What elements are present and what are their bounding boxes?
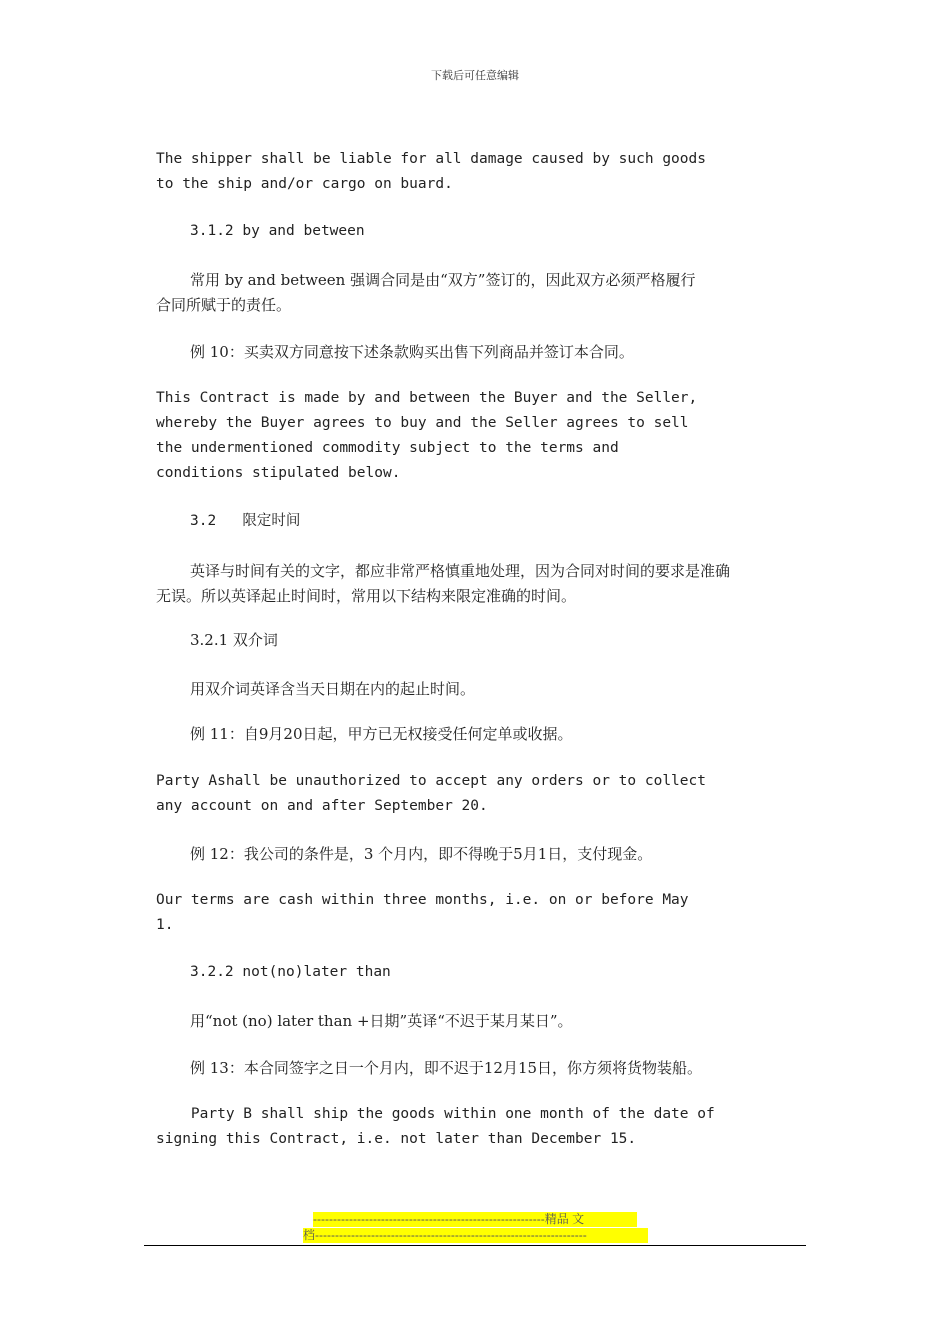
paragraph-not-later-than: 用“not (no) later than +日期”英译“不迟于某月某日”。	[190, 1012, 573, 1030]
example-13-chinese: 例 13：本合同签字之日一个月内，即不迟于12月15日，你方须将货物装船。	[190, 1059, 703, 1077]
example-11-chinese: 例 11：自9月20日起，甲方已无权接受任何定单或收据。	[190, 725, 573, 743]
example-10-english: This Contract is made by and between the Buyer and the Seller, whereby the Buyer agrees to buy and the Seller agrees to sell the undermentioned commodity subject to the terms and conditions stipulated below.	[156, 390, 698, 481]
footer-watermark-line2: 档--------------------------------------------------------------------	[303, 1228, 648, 1243]
page-header: 下载后可任意编辑	[431, 69, 519, 82]
paragraph-shipper-liability: The shipper shall be liable for all damage caused by such goods to the ship and/or cargo on buard.	[156, 151, 706, 192]
footer-rule	[144, 1245, 806, 1246]
paragraph-by-and-between: 常用 by and between 强调合同是由“双方”签订的，因此双方必须严格履行 合同所赋于的责任。	[156, 271, 696, 314]
section-heading-3-2: 3.2 限定时间	[190, 513, 301, 529]
example-12-english: Our terms are cash within three months, i.e. on or before May 1.	[156, 892, 689, 933]
example-13-english: Party B shall ship the goods within one month of the date of signing this Contract, i.e. not later than December 15.	[156, 1106, 715, 1147]
example-12-chinese: 例 12：我公司的条件是，3 个月内，即不得晚于5月1日，支付现金。	[190, 845, 653, 863]
section-heading-3-1-2: 3.1.2 by and between	[190, 223, 365, 239]
footer-watermark-line1: ----------------------------------------------------------精品 文	[313, 1212, 637, 1227]
section-heading-3-2-1: 3.2.1 双介词	[190, 631, 278, 649]
example-10-chinese: 例 10：买卖双方同意按下述条款购买出售下列商品并签订本合同。	[190, 343, 634, 361]
section-heading-3-2-2: 3.2.2 not(no)later than	[190, 964, 391, 980]
paragraph-time-limits: 英译与时间有关的文字，都应非常严格慎重地处理，因为合同对时间的要求是准确 无误。所以英译起止时间时，常用以下结构来限定准确的时间。	[156, 562, 731, 605]
example-11-english: Party Ashall be unauthorized to accept any orders or to collect any account on and after September 20.	[156, 773, 706, 814]
paragraph-double-preposition: 用双介词英译含当天日期在内的起止时间。	[190, 680, 476, 698]
